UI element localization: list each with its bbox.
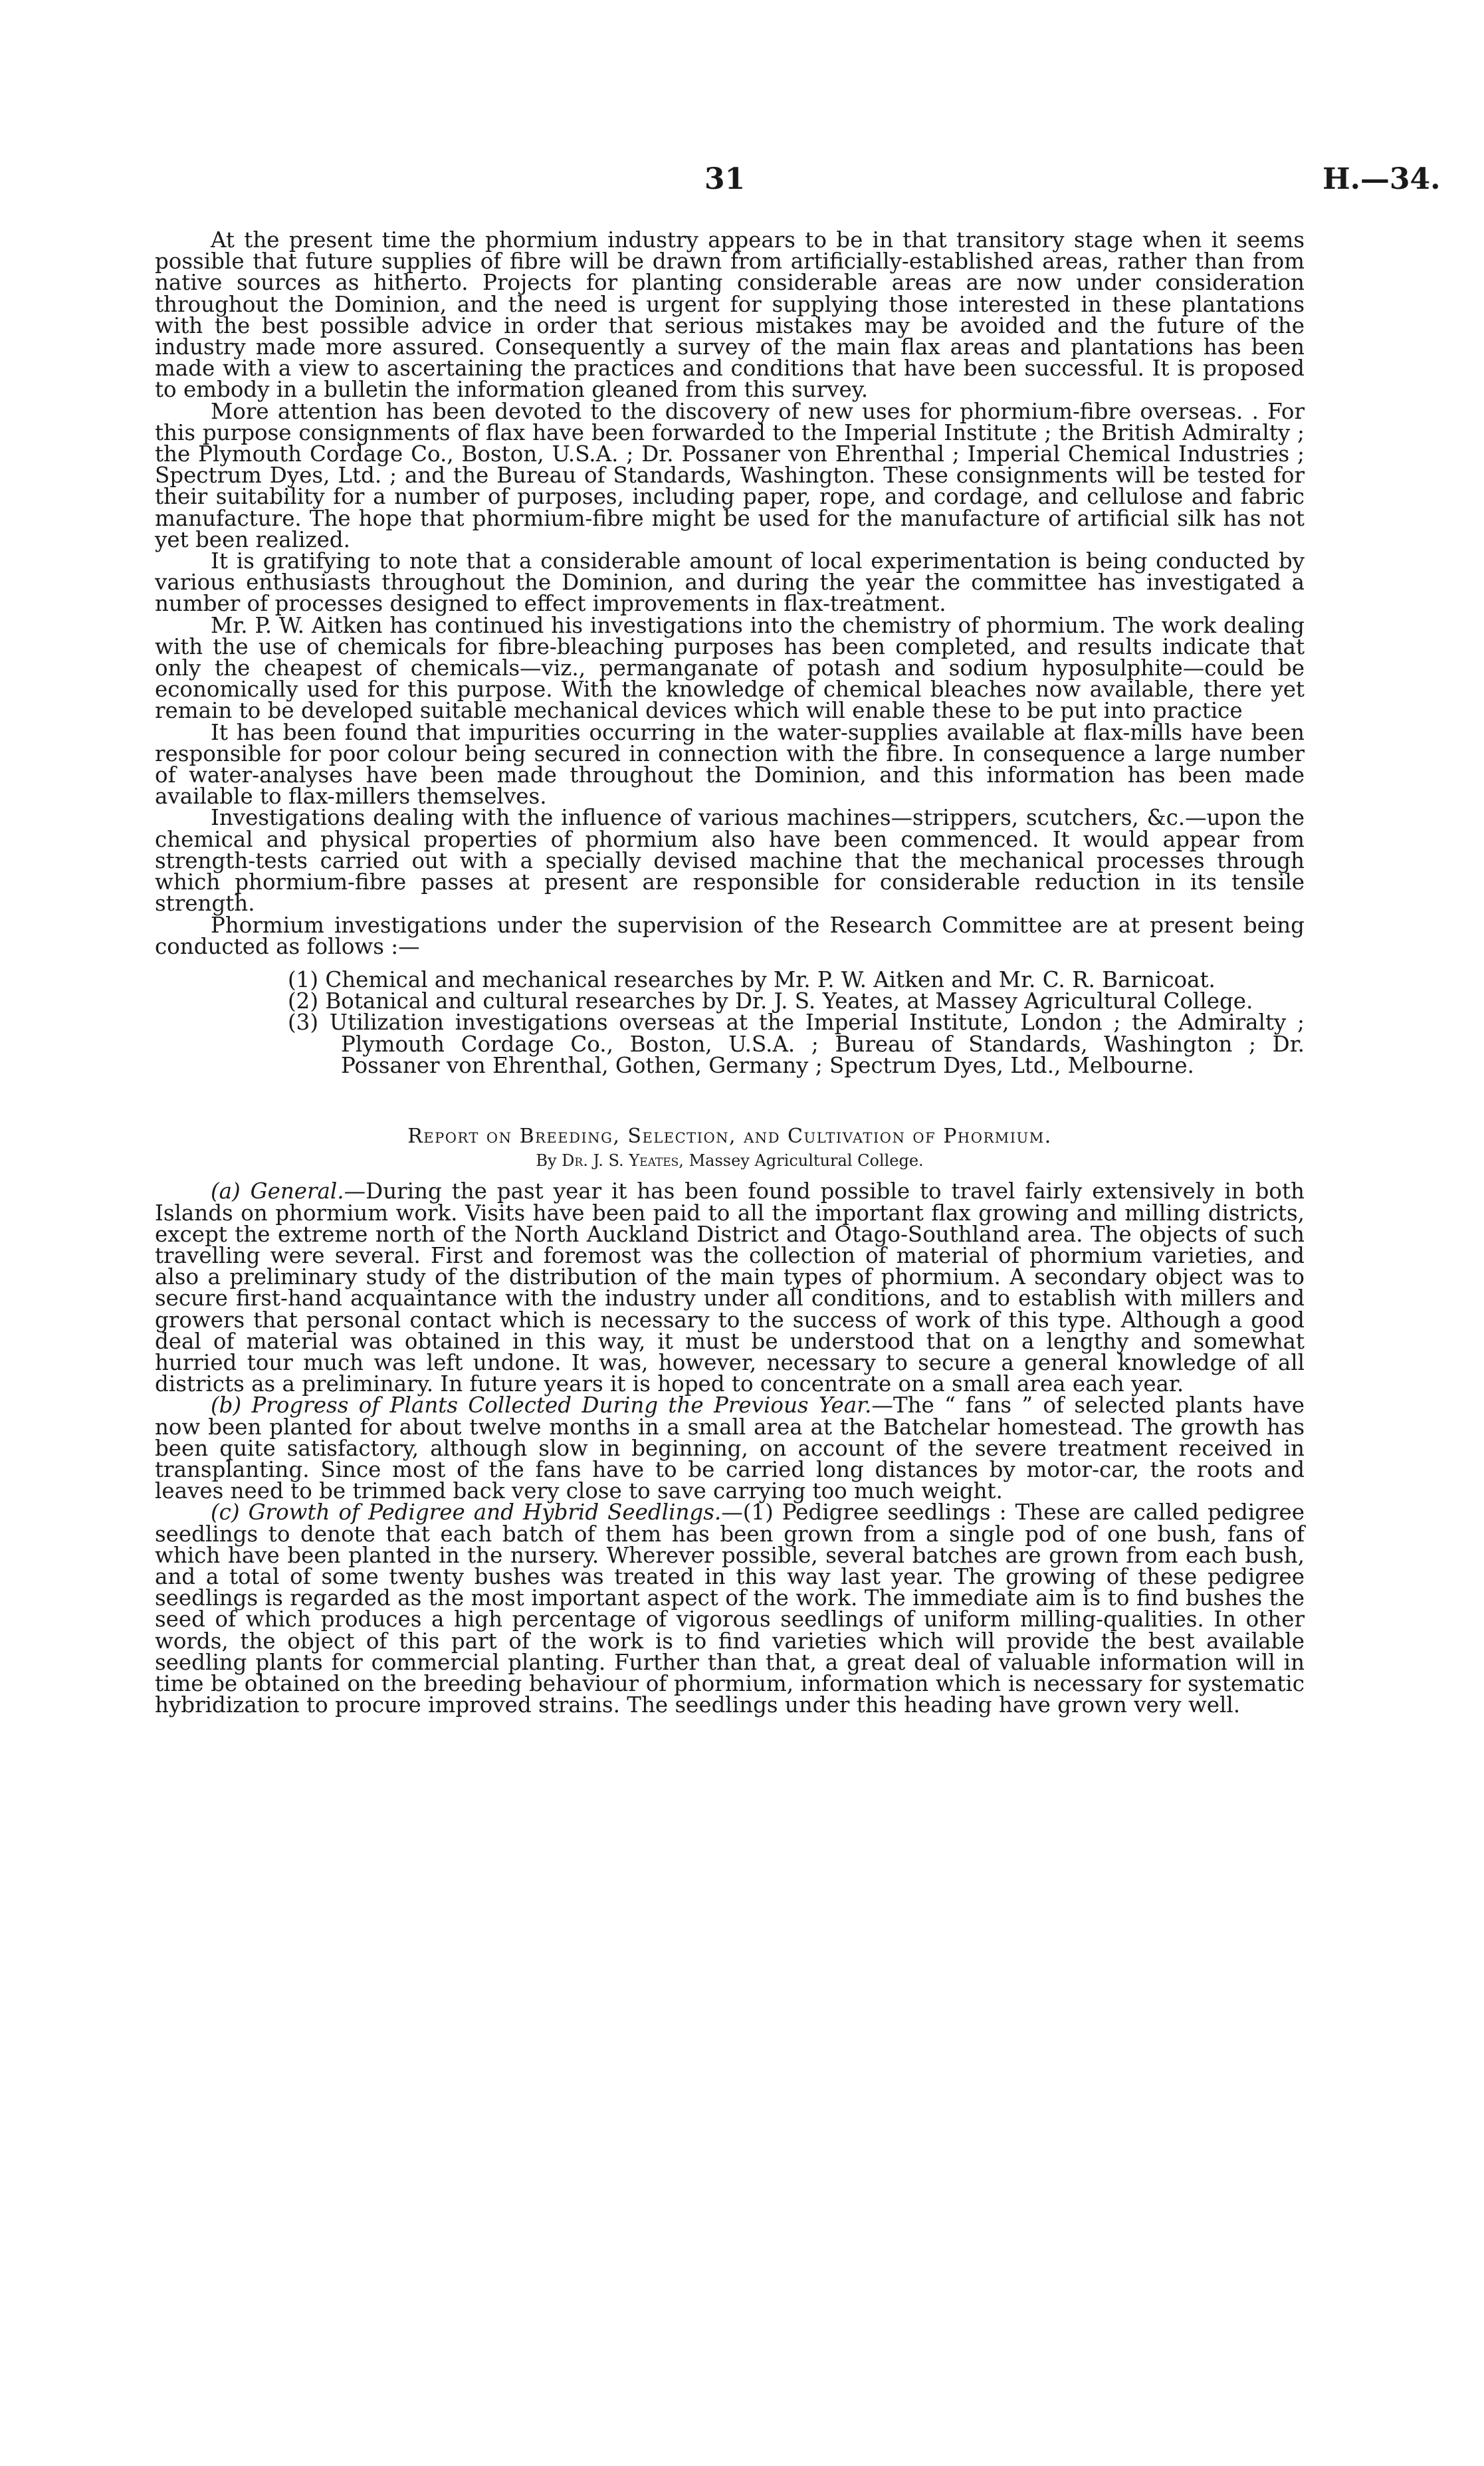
paragraph: More attention has been devoted to the discovery of new uses for phormium-fibre overseas. . For this purpose consignments of flax have been forwarded to the Imperial Institute ; the British Admiralty ; the Plymouth Cordage Co., Boston, U.S.A. ; Dr. Possaner von Ehrenthal ; Imperial Chemical Industries ; Spectrum Dyes, Ltd. ; and the Bureau of Standards, Washington. These consignments will be tested for their suitability for a number of purposes, including paper, rope, and cordage, and cellulose and fabric manufacture. The hope that phormium-fibre might be used for the manufacture of artificial silk has not yet been realized.: [155, 398, 1305, 552]
report-title: Report on Breeding, Selection, and Cultivation of Phormium.: [407, 1124, 1052, 1148]
paragraph: Phormium investigations under the supervision of the Research Committee are at present being conducted as follows :—: [155, 912, 1305, 959]
paragraph: At the present time the phormium industry appears to be in that transitory stage when it seems possible that future supplies of fibre will be drawn from artificially-established areas, rather than from native sources as hitherto. Projects for planting considerable areas are now under consideration throughout the Dominion, and the need is urgent for supplying those interested in these plantations with the best possible advice in order that serious mistakes may be avoided and the future of the industry made more assured. Consequently a survey of the main flax areas and plantations has been made with a view to ascertaining the practices and conditions that have been successful. It is proposed to embody in a bulletin the information gleaned from this survey.: [155, 227, 1305, 403]
paragraph: Mr. P. W. Aitken has continued his investigations into the chemistry of phormium. The work dealing with the use of chemicals for fibre-bleaching purposes has been completed, and results indicate that only the cheapest of chemicals—viz., permanganate of potash and sodium hyposulphite—could be economically used for this purpose. With the knowledge of chemical bleaches now available, there yet remain to be developed suitable mechanical devices which will enable these to be put into practice: [155, 612, 1305, 724]
paragraph: It is gratifying to note that a considerable amount of local experimentation is being conducted by various enthusiasts throughout the Dominion, and during the year the committee has investigated a number of processes designed to effect improvements in flax-treatment.: [155, 548, 1305, 617]
section-seedlings: [155, 1502, 1305, 1716]
list-item: (3) Utilization investigations overseas at the Imperial Institute, London ; the Admiralty ; Plymouth Cordage Co., Boston, U.S.A. ; Bureau of Standards, Washington ; Dr. Possaner von Ehrenthal, Gothen, Germany ; Spectrum Dyes, Ltd., Melbourne.: [288, 1010, 1305, 1078]
section-heading: (b) Progress of Plants Collected During the Previous Year.—: [211, 1393, 893, 1418]
section-text: The “ fans ” of selected plants have now been planted for about twelve months in a small area at the Batchelar homestead. The growth has been quite satisfactory, although slow in beginning, on account of the severe treatment received in transplanting. Since most of the fans have to be carried long distances by motor-car, the roots and leaves need to be trimmed back very close to save carrying too much weight.: [155, 1393, 1305, 1504]
list-item: (1) Chemical and mechanical researches by Mr. P. W. Aitken and Mr. C. R. Barnicoat.: [288, 966, 1216, 992]
author-name: Dr. J. S. Yeates,: [562, 1151, 684, 1171]
paragraph: Investigations dealing with the influence of various machines—strippers, scutchers, &c.—upon the chemical and physical properties of phormium also have been commenced. It would appear from strength-tests carried out with a specially devised machine that the mechanical processes through which phormium-fibre passes at present are responsible for considerable reduction in its tensile strength.: [155, 805, 1305, 917]
section-heading: (c) Growth of Pedigree and Hybrid Seedlings.—: [211, 1500, 743, 1525]
section-text: During the past year it has been found possible to travel fairly extensively in both Islands on phormium work. Visits have been paid to all the important flax growing and milling districts, except the extreme north of the North Auckland District and Otago-Southland area. The objects of such travelling were several. First and foremost was the collection of material of phormium varieties, and also a preliminary study of the distribution of the main types of phormium. A secondary object was to secure first-hand acquaintance with the industry under all conditions, and to establish with millers and growers that personal contact which is necessary to the success of work of this type. Although a good deal of material was obtained in this way, it must be understood that on a lengthy and somewhat hurried tour much was left undone. It was, however, necessary to secure a general knowledge of all districts as a preliminary. In future years it is hoped to concentrate on a small area each year.: [155, 1178, 1305, 1397]
author-affiliation: Massey Agricultural College.: [689, 1151, 924, 1171]
section-general: [155, 1180, 1305, 1395]
investigations-list: [155, 966, 1305, 1078]
section-heading: (a) General.—: [211, 1178, 366, 1204]
page-number: 31: [704, 162, 746, 196]
section-progress: [155, 1395, 1305, 1502]
body-text: [155, 229, 1305, 1716]
report-byline: [155, 1150, 1305, 1171]
section-text: (1) Pedigree seedlings : These are called pedigree seedlings to denote that each batch of them has been grown from a single pod of one bush, fans of which have been planted in the nursery. Wherever possible, several batches are grown from each bush, and a total of some twenty bushes was treated in this way last year. The growing of these pedigree seedlings is regarded as the most important aspect of the work. The immediate aim is to find bushes the seed of which produces a high percentage of vigorous seedlings of uniform milling-qualities. In other words, the object of this part of the work is to find varieties which will provide the best available seedling plants for commercial planting. Further than that, a great deal of valuable information will in time be obtained on the breeding behaviour of phormium, information which is necessary for systematic hybridization to procure improved strains. The seedlings under this heading have grown very well.: [155, 1500, 1305, 1718]
list-item: (2) Botanical and cultural researches by Dr. J. S. Yeates, at Massey Agricultural College.: [288, 988, 1253, 1014]
document-reference: H.—34.: [1323, 162, 1441, 196]
byline-prefix: By: [536, 1151, 557, 1171]
paragraph: It has been found that impurities occurring in the water-supplies available at flax-mills have been responsible for poor colour being secured in connection with the fibre. In consequence a large number of water-analyses have been made throughout the Dominion, and this information has been made available to flax-millers themselves.: [155, 719, 1305, 810]
